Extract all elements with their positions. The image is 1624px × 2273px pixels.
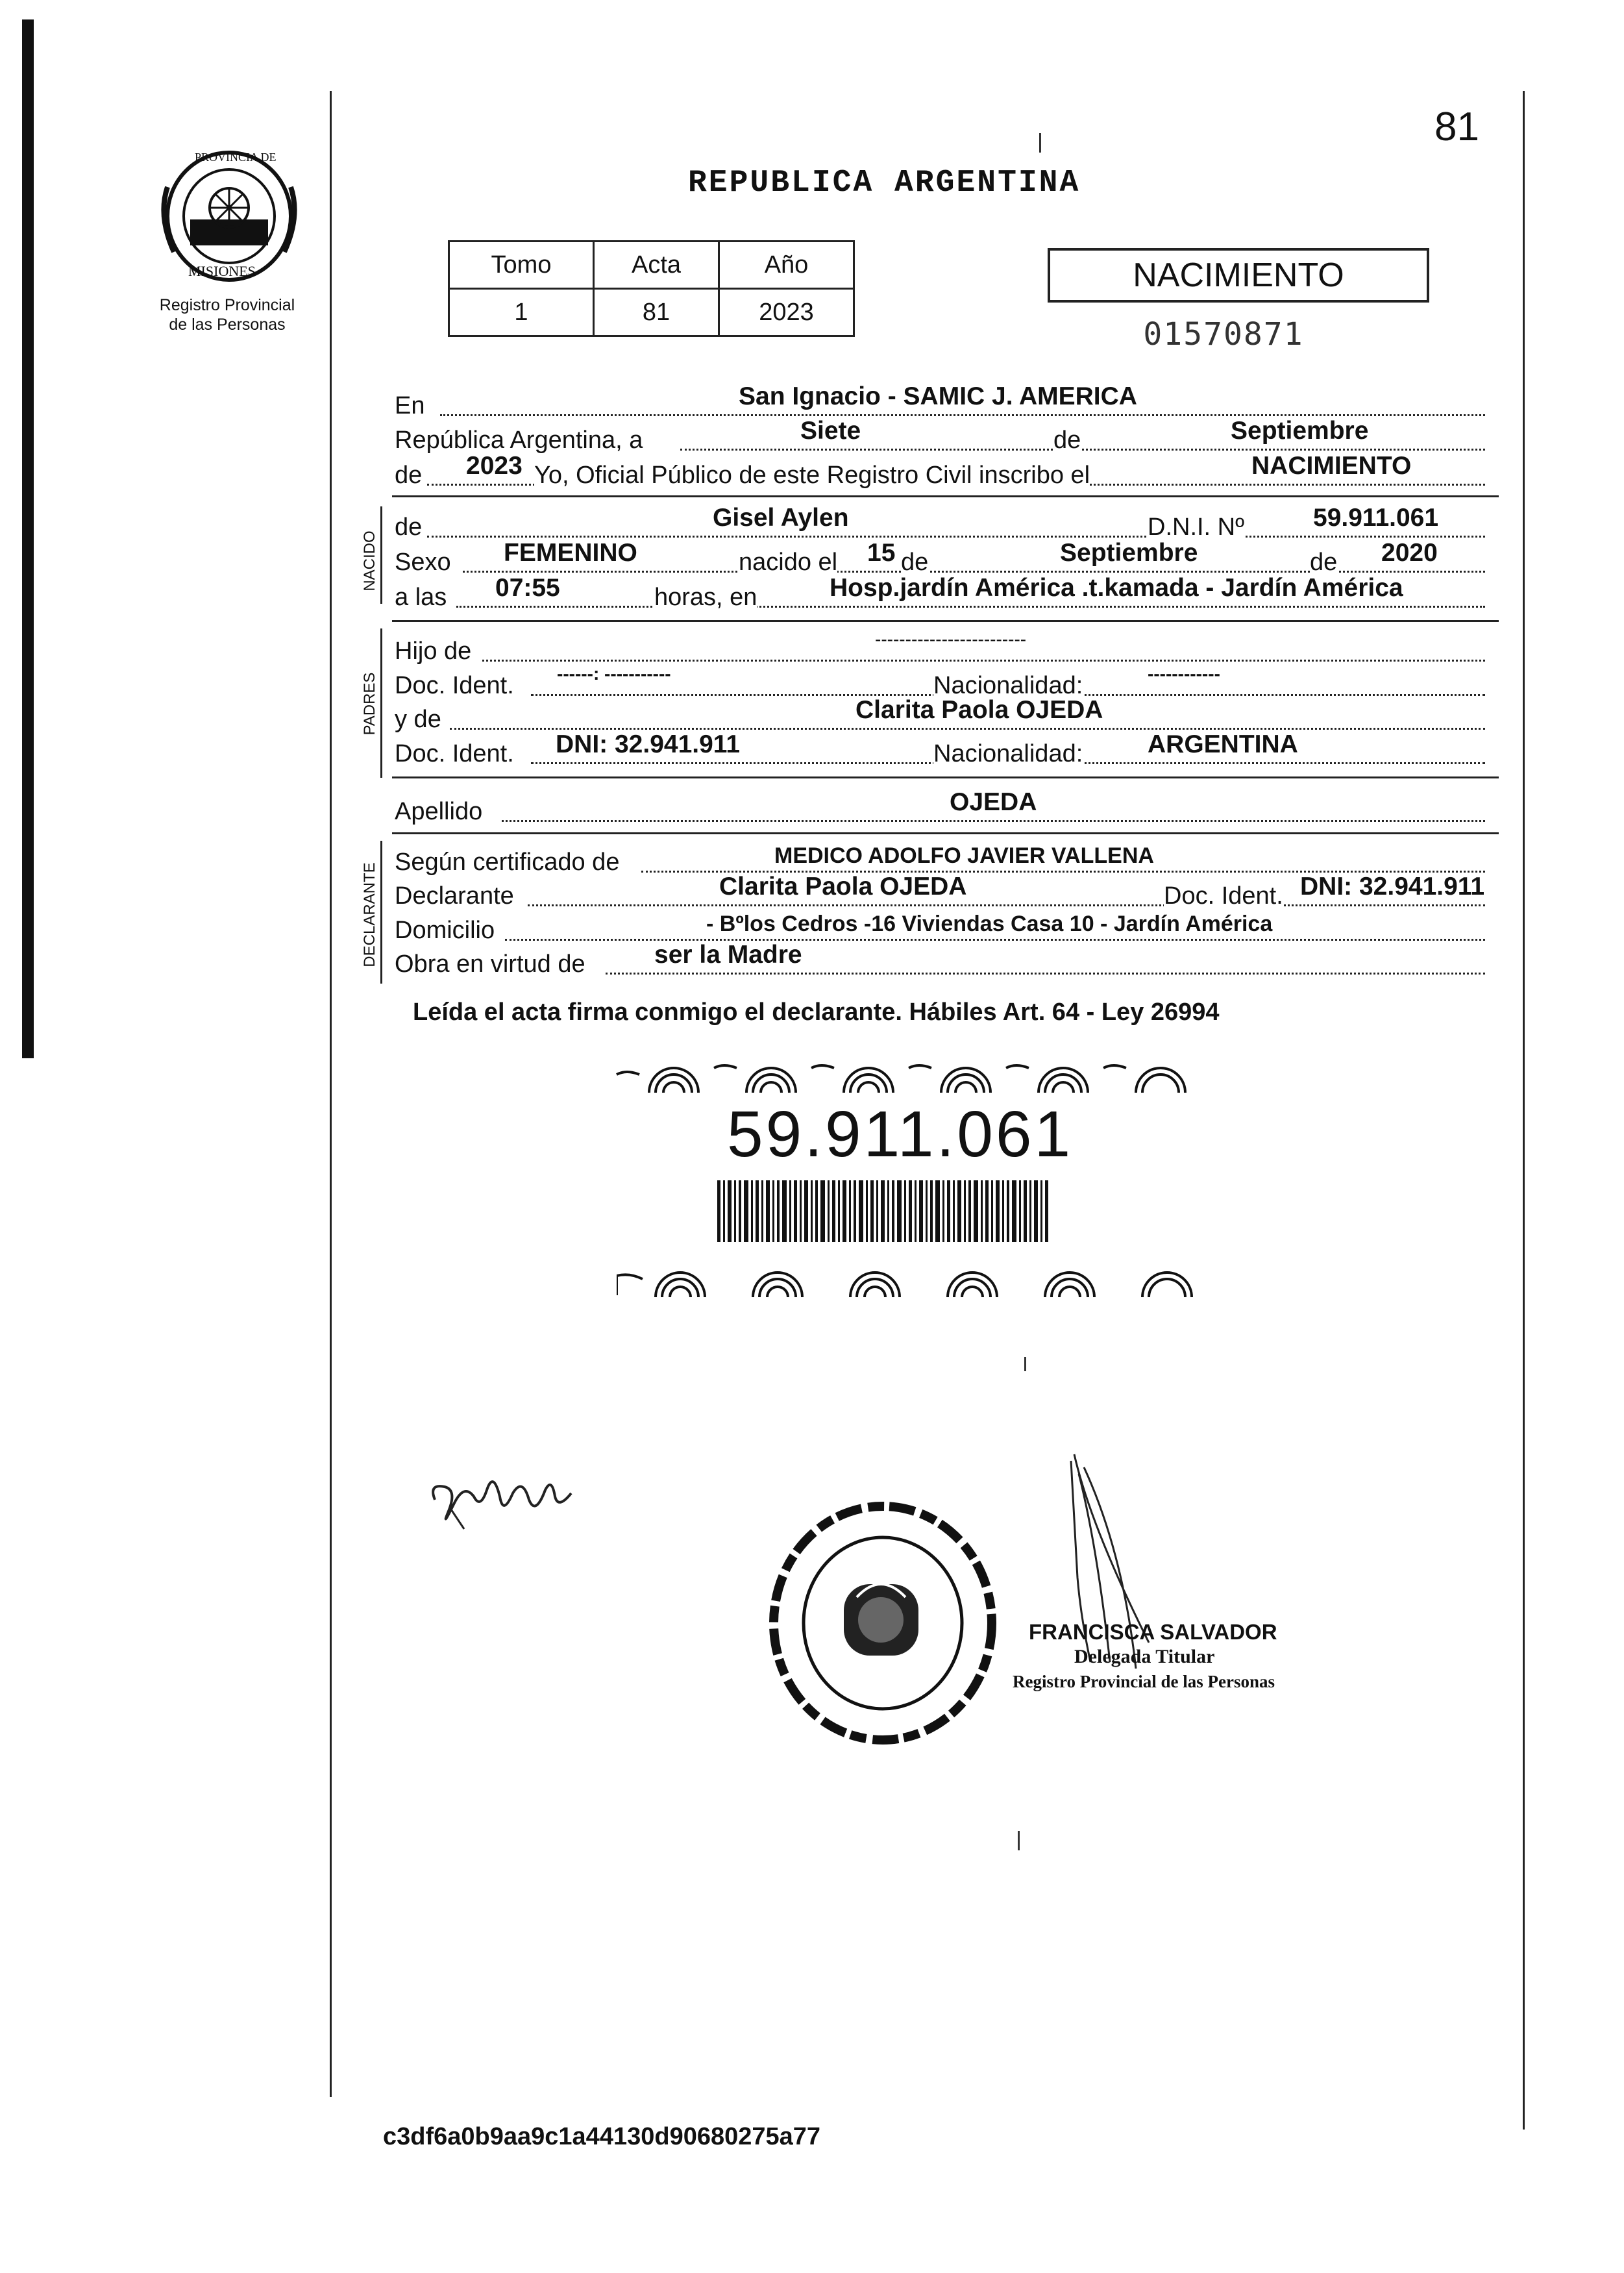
de2-label: de	[395, 462, 423, 489]
horas-label: horas, en	[654, 578, 757, 617]
nacido-el-label: nacido el	[739, 543, 837, 582]
declarant-signature	[425, 1464, 574, 1535]
doc1-label: Doc. Ident.	[395, 672, 514, 699]
registry-table-value-row	[449, 289, 854, 336]
hijo-label: Hijo de	[395, 638, 472, 665]
official-role: Delegada Titular	[1074, 1646, 1215, 1667]
dni-label: D.N.I. Nº	[1148, 508, 1244, 547]
apellido-value: OJEDA	[950, 788, 1037, 816]
scan-mark	[1018, 1831, 1020, 1850]
row-domicilio	[395, 911, 1485, 950]
yde-label: y de	[395, 706, 441, 733]
child-name-value: Gisel Aylen	[713, 504, 849, 532]
section-rule-nacido	[380, 506, 382, 604]
logo-text-top: PROVINCIA DE	[195, 151, 277, 164]
closing-statement: Leída el acta firma conmigo el declarante. Hábiles Art. 64 - Ley 26994	[413, 999, 1220, 1026]
registry-header-acta: Acta	[594, 242, 719, 289]
margin-bar	[22, 19, 34, 1058]
divider	[392, 832, 1499, 834]
registry-value-anio: 2023	[719, 289, 854, 336]
birth-place-value: Hosp.jardín América .t.kamada - Jardín América	[830, 574, 1403, 602]
section-rule-declarante	[380, 841, 382, 984]
row-doc2	[395, 730, 1485, 773]
cert-label: Según certificado de	[395, 849, 620, 876]
registry-value-acta: 81	[594, 289, 719, 336]
nac1-label: Nacionalidad:	[933, 666, 1083, 705]
birth-day-value: 15	[867, 539, 896, 567]
child-dni-value: 59.911.061	[1313, 504, 1439, 532]
statement-text: Yo, Oficial Público de este Registro Civil inscribo el	[534, 456, 1090, 495]
de-label: de	[1053, 421, 1081, 460]
nac2-value: ARGENTINA	[1148, 730, 1298, 758]
day-word-value: Siete	[800, 417, 861, 445]
obra-value: ser la Madre	[654, 941, 802, 969]
sexo-label: Sexo	[395, 549, 451, 576]
security-pattern-bottom	[617, 1253, 1201, 1298]
logo-caption-line2: de las Personas	[169, 316, 286, 334]
registry-table-header-row	[449, 242, 854, 289]
logo-text-bottom: MISIONES	[188, 263, 256, 279]
divider	[392, 776, 1499, 778]
sexo-value: FEMENINO	[504, 539, 637, 567]
place-value: San Ignacio - SAMIC J. AMERICA	[739, 382, 1137, 410]
registry-table	[448, 240, 855, 337]
declarante-label: Declarante	[395, 882, 514, 910]
republica-label: República Argentina, a	[395, 427, 643, 454]
row-year	[395, 452, 1485, 495]
official-organization: Registro Provincial de las Personas	[1013, 1672, 1275, 1691]
mother-name-value: Clarita Paola OJEDA	[855, 696, 1103, 724]
official-name: FRANCISCA SALVADOR	[1029, 1620, 1277, 1644]
right-border-line	[1523, 91, 1525, 2130]
birth-year-value: 2020	[1381, 539, 1438, 567]
serial-number-stamp: 01570871	[1143, 316, 1304, 353]
year-value: 2023	[466, 452, 523, 480]
en-label: En	[395, 392, 425, 419]
section-label-declarante: DECLARANTE	[361, 862, 378, 967]
section-label-nacido: NACIDO	[361, 530, 378, 591]
doc1-value: ------: -----------	[557, 664, 671, 684]
row-obra	[395, 941, 1485, 984]
month-value: Septiembre	[1231, 417, 1369, 445]
scan-mark	[1024, 1357, 1026, 1371]
de-label: de	[395, 514, 423, 541]
doc2-value: DNI: 32.941.911	[556, 730, 741, 758]
divider	[392, 495, 1499, 497]
dni-barcode	[717, 1180, 1050, 1242]
act-type-box: NACIMIENTO	[1048, 248, 1429, 303]
document-hash: c3df6a0b9aa9c1a44130d90680275a77	[383, 2123, 821, 2150]
decl-doc-label: Doc. Ident.	[1164, 876, 1283, 915]
apellido-label: Apellido	[395, 798, 483, 825]
decl-doc-value: DNI: 32.941.911	[1300, 873, 1485, 901]
father-name-value: -------------------------	[875, 629, 1027, 649]
dni-sticker-number: 59.911.061	[727, 1098, 1074, 1171]
page-number: 81	[1434, 105, 1479, 149]
registry-header-tomo: Tomo	[449, 242, 594, 289]
de-label-3: de	[1310, 543, 1337, 582]
registry-value-tomo: 1	[449, 289, 594, 336]
official-seal	[759, 1493, 1006, 1753]
row-apellido	[395, 788, 1485, 831]
birth-month-value: Septiembre	[1060, 539, 1198, 567]
left-border-line	[330, 91, 332, 2097]
birth-time-value: 07:55	[495, 574, 560, 602]
declarante-value: Clarita Paola OJEDA	[719, 873, 967, 901]
logo-caption-line1: Registro Provincial	[159, 296, 295, 314]
security-pattern-top	[610, 1055, 1194, 1094]
registry-header-anio: Año	[719, 242, 854, 289]
domicilio-label: Domicilio	[395, 917, 495, 944]
nac2-label: Nacionalidad:	[933, 734, 1083, 773]
logo-caption	[130, 295, 325, 334]
section-label-padres: PADRES	[361, 672, 378, 736]
nac1-value: ------------	[1148, 664, 1220, 684]
cert-value: MEDICO ADOLFO JAVIER VALLENA	[774, 843, 1154, 868]
statement-value: NACIMIENTO	[1251, 452, 1412, 480]
alas-label: a las	[395, 584, 447, 611]
de-label-2: de	[901, 543, 928, 582]
doc2-label: Doc. Ident.	[395, 740, 514, 767]
obra-label: Obra en virtud de	[395, 950, 585, 978]
domicilio-value: - Bºlos Cedros -16 Viviendas Casa 10 - Jardín América	[706, 912, 1273, 936]
section-rule-padres	[380, 628, 382, 778]
row-nacido-hora	[395, 574, 1485, 617]
scan-mark	[1039, 133, 1041, 153]
document-title: REPUBLICA ARGENTINA	[688, 166, 1081, 201]
